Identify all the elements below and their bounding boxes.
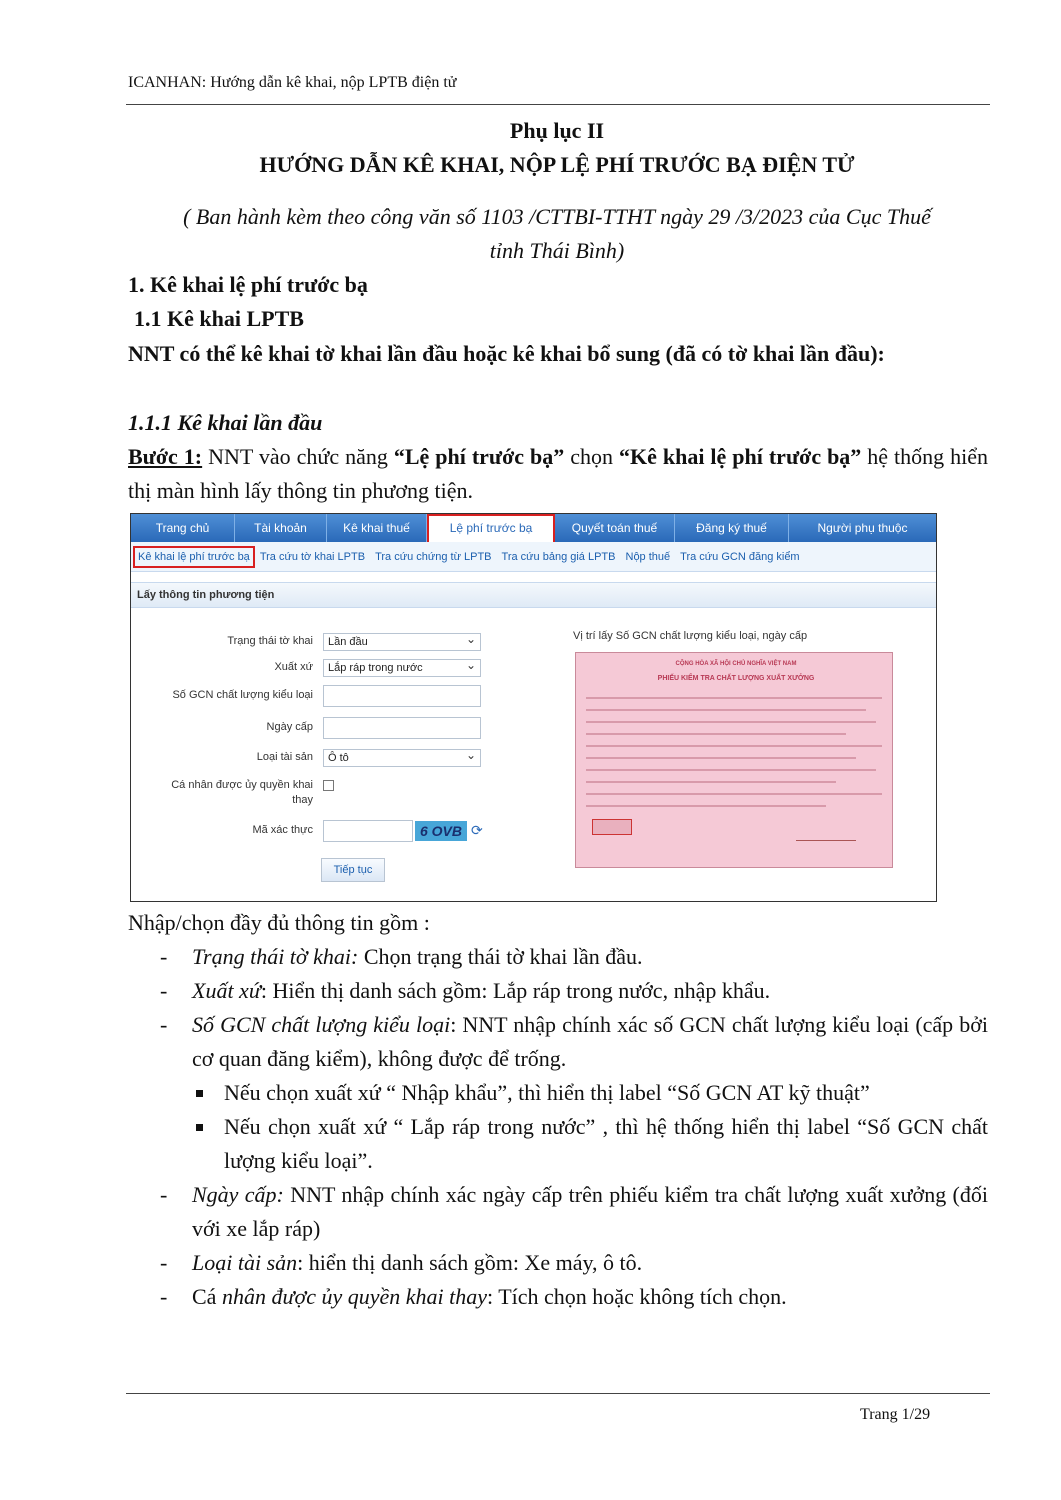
- list-item: - Loại tài sản: hiển thị danh sách gồm: Xe máy, ô tô.: [160, 1250, 643, 1275]
- step-1-label: Bước 1:: [128, 444, 203, 469]
- certificate-heading-1: CỘNG HÒA XÃ HỘI CHỦ NGHĨA VIỆT NAM: [675, 661, 797, 667]
- refresh-captcha-icon[interactable]: ⟳: [471, 822, 483, 838]
- menu-dang-ky-thue[interactable]: Đăng ký thuế: [675, 514, 789, 542]
- submenu-ke-khai-lptb[interactable]: Kê khai lệ phí trước bạ: [133, 546, 255, 568]
- submenu-tra-cuu-chung-tu[interactable]: Tra cứu chứng từ LPTB: [375, 550, 492, 563]
- page-number: Trang 1/29: [860, 1406, 931, 1423]
- authorized-label-line-1: Cá nhân được ủy quyền khai: [171, 779, 313, 791]
- certificate-line: [586, 721, 876, 723]
- asset-type-select[interactable]: Ô tô ⌄: [323, 749, 481, 767]
- item-d-text: NNT nhập chính xác ngày cấp trên phiếu kiểm tra chất lượng xuất xưởng (đối với xe lắp ráp): [192, 1182, 988, 1241]
- certificate-line: [586, 769, 876, 771]
- item-c-label: Số GCN chất lượng kiểu loại: [192, 1012, 451, 1037]
- sub-menu: [131, 542, 936, 572]
- asset-type-label: Loại tài sản: [256, 751, 313, 763]
- certificate-line: [586, 697, 882, 699]
- origin-select[interactable]: Lắp ráp trong nước ⌄: [323, 659, 481, 677]
- subtitle-line-1: ( Ban hành kèm theo công văn số 1103 /CTTBI-TTHT ngày 29 /3/2023 của Cục Thuế: [183, 204, 931, 229]
- item-c1-text: Nếu chọn xuất xứ “ Nhập khẩu”, thì hiển thị label “Số GCN AT kỹ thuật”: [224, 1080, 870, 1105]
- submenu-tra-cuu-to-khai[interactable]: Tra cứu tờ khai LPTB: [259, 550, 366, 563]
- certificate-image: [575, 652, 893, 868]
- certificate-caption: Vị trí lấy Số GCN chất lượng kiểu loại, ngày cấp: [573, 630, 808, 642]
- main-menu: [131, 514, 936, 542]
- document-title: HƯỚNG DẪN KÊ KHAI, NỘP LỆ PHÍ TRƯỚC BẠ ĐIỆN TỬ: [259, 152, 855, 177]
- captcha-label: Mã xác thực: [252, 824, 313, 836]
- intro-bold: NNT có thể kê khai tờ khai lần đầu hoặc kê khai bổ sung (đã có tờ khai lần đầu):: [128, 341, 885, 366]
- step-1-text-a: NNT vào chức năng: [202, 444, 394, 469]
- certificate-line: [586, 709, 866, 711]
- section-1-1-1-heading: 1.1.1 Kê khai lần đầu: [128, 410, 323, 435]
- instructions-intro: Nhập/chọn đầy đủ thông tin gồm :: [128, 910, 430, 935]
- authorized-label-line-2: thay: [292, 794, 313, 806]
- authorized-checkbox[interactable]: [323, 780, 334, 791]
- panel-title: Lấy thông tin phương tiện: [131, 582, 936, 608]
- step-1-text-b: chọn: [564, 444, 620, 469]
- authorized-label: [133, 779, 313, 806]
- certificate-line: [586, 745, 882, 747]
- list-item: - Xuất xứ: Hiển thị danh sách gồm: Lắp ráp trong nước, nhập khẩu.: [160, 978, 771, 1003]
- footer-divider: [126, 1393, 990, 1394]
- issue-date-label: Ngày cấp: [266, 721, 313, 733]
- item-e-label: Loại tài sản: [192, 1250, 298, 1275]
- subtitle-line-2: tỉnh Thái Bình): [489, 238, 625, 263]
- list-item: - Ngày cấp: NNT nhập chính xác ngày cấp trên phiếu kiểm tra chất lượng xuất xưởng (đối với xe lắp ráp): [160, 1182, 988, 1241]
- item-f-text: : Tích chọn hoặc không tích chọn.: [487, 1284, 787, 1309]
- item-c-text: : NNT nhập chính xác số GCN chất lượng kiểu loại (cấp bởi cơ quan đăng kiểm), không được để trống.: [192, 1012, 989, 1071]
- item-b-label: Xuất xứ: [192, 978, 261, 1003]
- item-e-text: : hiển thị danh sách gồm: Xe máy, ô tô.: [297, 1250, 643, 1275]
- step-1-text-c: hệ thống hiển thị màn hình lấy thông tin phương tiện.: [128, 444, 989, 503]
- sub-list-item: [128, 1076, 988, 1110]
- section-1-1-heading: 1.1 Kê khai LPTB: [134, 306, 304, 331]
- captcha-input[interactable]: [323, 820, 413, 842]
- menu-le-phi-truoc-ba[interactable]: Lệ phí trước bạ: [427, 514, 555, 542]
- header-divider: [126, 104, 990, 105]
- item-f-prefix: Cá: [192, 1284, 222, 1309]
- menu-tai-khoan[interactable]: Tài khoản: [235, 514, 327, 542]
- menu-quyet-toan-thue[interactable]: Quyết toán thuế: [555, 514, 675, 542]
- page-header: ICANHAN: Hướng dẫn kê khai, nộp LPTB điện tử: [128, 74, 457, 91]
- continue-button[interactable]: Tiếp tục: [321, 858, 385, 882]
- certificate-line: [586, 793, 882, 795]
- gcn-input[interactable]: [323, 685, 481, 707]
- document-subtitle: [126, 200, 988, 268]
- appendix-title: Phụ lục II: [509, 118, 605, 143]
- sub-list-item: [128, 1110, 988, 1178]
- step-1-paragraph: [128, 440, 988, 508]
- item-c2-text: Nếu chọn xuất xứ “ Lắp ráp trong nước” , thì hệ thống hiển thị label “Số GCN chất lượng kiểu loại”.: [224, 1114, 988, 1173]
- certificate-stamp: [592, 819, 632, 835]
- item-f-label: nhân được ủy quyền khai thay: [221, 1284, 488, 1309]
- certificate-line: [586, 757, 856, 759]
- issue-date-input[interactable]: [323, 717, 481, 739]
- submenu-tra-cuu-gcn[interactable]: Tra cứu GCN đăng kiểm: [680, 550, 800, 563]
- field-instructions: [128, 906, 988, 1314]
- status-select[interactable]: Lần đầu ⌄: [323, 633, 481, 651]
- certificate-line: [586, 733, 846, 735]
- gcn-label: Số GCN chất lượng kiểu loại: [172, 689, 313, 701]
- submenu-nop-thue[interactable]: Nộp thuế: [625, 550, 671, 563]
- certificate-line: [586, 805, 826, 807]
- list-item: - Trạng thái tờ khai: Chọn trạng thái tờ khai lần đầu.: [160, 944, 643, 969]
- list-item: - Cá nhân được ủy quyền khai thay: Tích chọn hoặc không tích chọn.: [160, 1284, 787, 1309]
- certificate-line: [586, 781, 836, 783]
- certificate-signature: [796, 823, 856, 841]
- captcha-image: 6 OVB: [415, 821, 467, 841]
- certificate-heading-2: PHIẾU KIỂM TRA CHẤT LƯỢNG XUẤT XƯỞNG: [657, 675, 815, 682]
- step-1-bold-b: “Kê khai lệ phí trước bạ”: [619, 444, 862, 469]
- menu-nguoi-phu-thuoc[interactable]: Người phụ thuộc: [817, 521, 908, 535]
- origin-label: Xuất xứ: [274, 661, 313, 673]
- section-1-heading: 1. Kê khai lệ phí trước bạ: [128, 272, 368, 297]
- item-a-text: Chọn trạng thái tờ khai lần đầu.: [358, 944, 643, 969]
- item-a-label: Trạng thái tờ khai:: [192, 944, 359, 969]
- menu-ke-khai-thue[interactable]: Kê khai thuế: [327, 514, 427, 542]
- list-item: - Số GCN chất lượng kiểu loại: NNT nhập chính xác số GCN chất lượng kiểu loại (cấp bởi cơ quan đăng kiểm), không được để trống.: [160, 1012, 989, 1071]
- screenshot-figure: [130, 513, 937, 902]
- step-1-bold-a: “Lệ phí trước bạ”: [393, 444, 565, 469]
- status-label: Trạng thái tờ khai: [227, 635, 313, 647]
- item-b-text: : Hiển thị danh sách gồm: Lắp ráp trong nước, nhập khẩu.: [260, 978, 771, 1003]
- item-d-label: Ngày cấp:: [192, 1182, 284, 1207]
- submenu-tra-cuu-bang-gia[interactable]: Tra cứu bảng giá LPTB: [501, 550, 616, 563]
- menu-trang-chu[interactable]: Trang chủ: [131, 514, 235, 542]
